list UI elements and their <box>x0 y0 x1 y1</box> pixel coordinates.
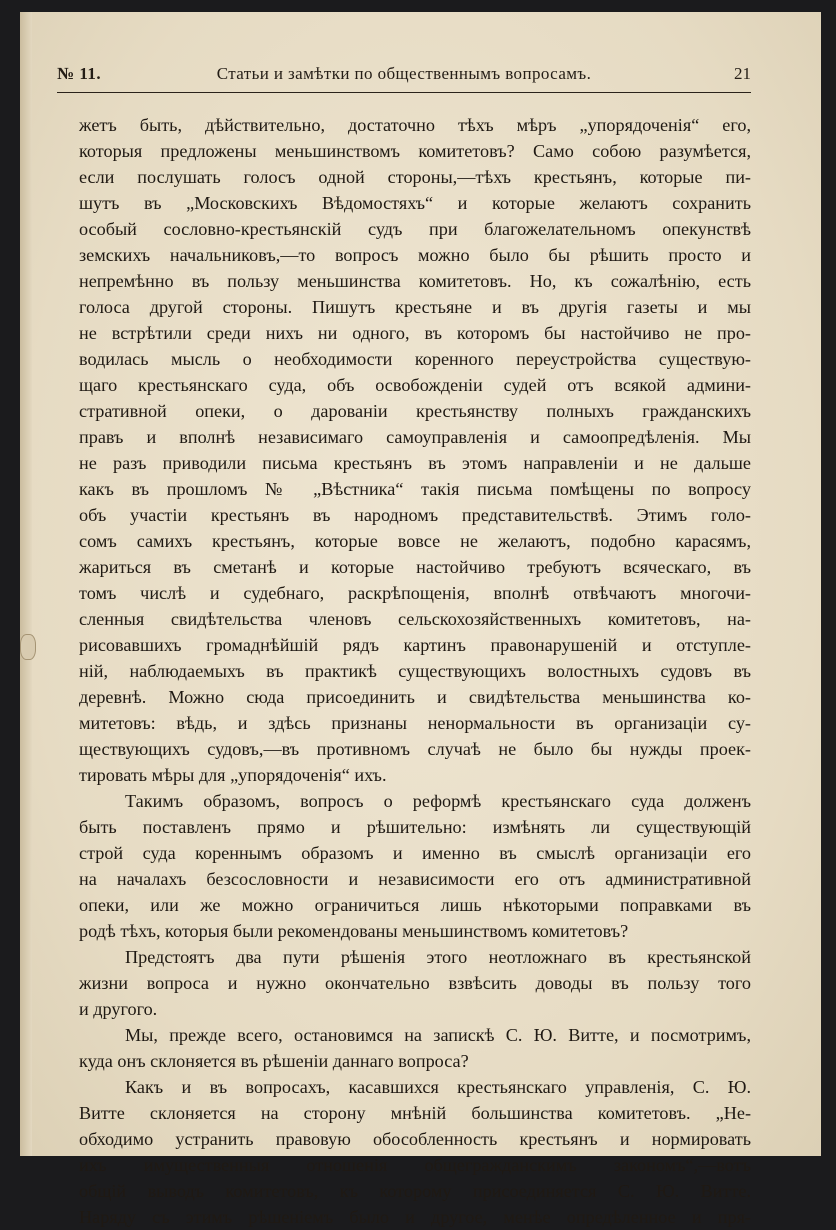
text-line: митетовъ: вѣдь, и здѣсь признаны ненормальности въ организаціи су- <box>79 713 751 733</box>
text-line: ихъ имущественныя отношенія общегражданскимъ закономъ“,—вотъ <box>79 1155 751 1175</box>
text-line: голоса другой стороны. Пишутъ крестьяне и въ другія газеты и мы <box>79 297 751 317</box>
text-line: Витте склоняется на сторону мнѣній большинства комитетовъ. „Не- <box>79 1103 751 1123</box>
text-line: быть поставленъ прямо и рѣшительно: измѣнять ли существующій <box>79 817 751 837</box>
running-header <box>57 60 751 88</box>
text-line: особый сословно-крестьянскій судъ при благожелательномъ опекунствѣ <box>79 219 751 239</box>
article-body <box>79 112 751 1230</box>
text-line: стративной опеки, о дарованіи крестьянству полныхъ гражданскихъ <box>79 401 751 421</box>
text-line: томъ числѣ и судебнаго, раскрѣпощенія, вполнѣ отвѣчаютъ многочи- <box>79 583 751 603</box>
text-line: правъ и вполнѣ независимаго самоуправленія и самоопредѣленія. Мы <box>79 427 751 447</box>
text-line: рисовавшихъ громаднѣйшій рядъ картинъ правонарушеній и отступле- <box>79 635 751 655</box>
text-line: Такимъ образомъ, вопросъ о реформѣ крестьянскаго суда долженъ <box>125 791 751 811</box>
text-line: обходимо устранить правовую обособленность крестьянъ и нормировать <box>79 1129 751 1149</box>
text-line: жизни вопроса и нужно окончательно взвѣсить доводы въ пользу того <box>79 973 751 993</box>
page-number: 21 <box>734 64 751 83</box>
text-line: непремѣнно въ пользу меньшинства комитетовъ. Но, къ сожалѣнію, есть <box>79 271 751 291</box>
text-line: тировать мѣры для „упорядоченія“ ихъ. <box>79 765 387 785</box>
text-line: ній, наблюдаемыхъ въ практикѣ существующихъ волостныхъ судовъ въ <box>79 661 751 681</box>
header-rule <box>57 92 751 93</box>
text-line: Мы, прежде всего, остановимся на запискѣ С. Ю. Витте, и посмотримъ, <box>125 1025 751 1045</box>
text-line: земскихъ начальниковъ,—то вопросъ можно было бы рѣшить просто и <box>79 245 751 265</box>
issue-number: № 11. <box>57 64 102 83</box>
text-line: какъ въ прошломъ № „Вѣстника“ такія письма помѣщены по вопросу <box>79 479 751 499</box>
text-line: Наряду съ этимъ рѣшеніемъ было и другое, менѣе опредѣленное и пря- <box>79 1207 751 1227</box>
text-line: деревнѣ. Можно сюда присоединить и свидѣтельства меньшинства ко- <box>79 687 751 707</box>
text-line: водилась мысль о необходимости коренного переустройства существую- <box>79 349 751 369</box>
running-title: Статьи и замѣтки по общественнымъ вопросамъ. <box>216 64 592 83</box>
text-line: куда онъ склоняется въ рѣшеніи даннаго вопроса? <box>79 1051 469 1071</box>
text-line: строй суда кореннымъ образомъ и именно въ смыслѣ организаціи его <box>79 843 751 863</box>
text-line: сомъ самихъ крестьянъ, которые вовсе не желаютъ, подобно карасямъ, <box>79 531 751 551</box>
text-line: жариться въ сметанѣ и которые настойчиво требуютъ всяческаго, въ <box>79 557 751 577</box>
text-line: не разъ приводили письма крестьянъ въ этомъ направленіи и не дальше <box>79 453 751 473</box>
text-line: если послушать голосъ одной стороны,—тѣхъ крестьянъ, которые пи- <box>79 167 751 187</box>
text-line: опеки, или же можно ограничиться лишь нѣкоторыми поправками въ <box>79 895 751 915</box>
text-line: которыя предложены меньшинствомъ комитетовъ? Само собою разумѣется, <box>79 141 751 161</box>
text-line: сленныя свидѣтельства членовъ сельскохозяйственныхъ комитетовъ, на- <box>79 609 751 629</box>
text-line: ществующихъ судовъ,—въ противномъ случаѣ не было бы нужды проек- <box>79 739 751 759</box>
text-line: не встрѣтили среди нихъ ни одного, въ которомъ бы настойчиво не про- <box>79 323 751 343</box>
text-line: и другого. <box>79 999 158 1019</box>
text-line: общій выводъ комитетовъ, къ которому присоединяется С. Ю. Витте. <box>79 1181 751 1201</box>
text-line: Какъ и въ вопросахъ, касавшихся крестьянскаго управленія, С. Ю. <box>125 1077 751 1097</box>
text-line: на началахъ безсословности и независимости его отъ административной <box>79 869 751 889</box>
binding-clip <box>20 634 36 660</box>
text-line: шутъ въ „Московскихъ Вѣдомостяхъ“ и которые желаютъ сохранить <box>79 193 751 213</box>
text-line: жетъ быть, дѣйствительно, достаточно тѣхъ мѣръ „упорядоченія“ его, <box>79 115 751 135</box>
text-line: щаго крестьянскаго суда, объ освобожденіи судей отъ всякой админи- <box>79 375 751 395</box>
page-gutter <box>20 12 32 1156</box>
text-line: родѣ тѣхъ, которыя были рекомендованы меньшинствомъ комитетовъ? <box>79 921 629 941</box>
text-line: объ участіи крестьянъ въ народномъ представительствѣ. Этимъ голо- <box>79 505 751 525</box>
text-line: Предстоятъ два пути рѣшенія этого неотложнаго въ крестьянской <box>125 947 751 967</box>
